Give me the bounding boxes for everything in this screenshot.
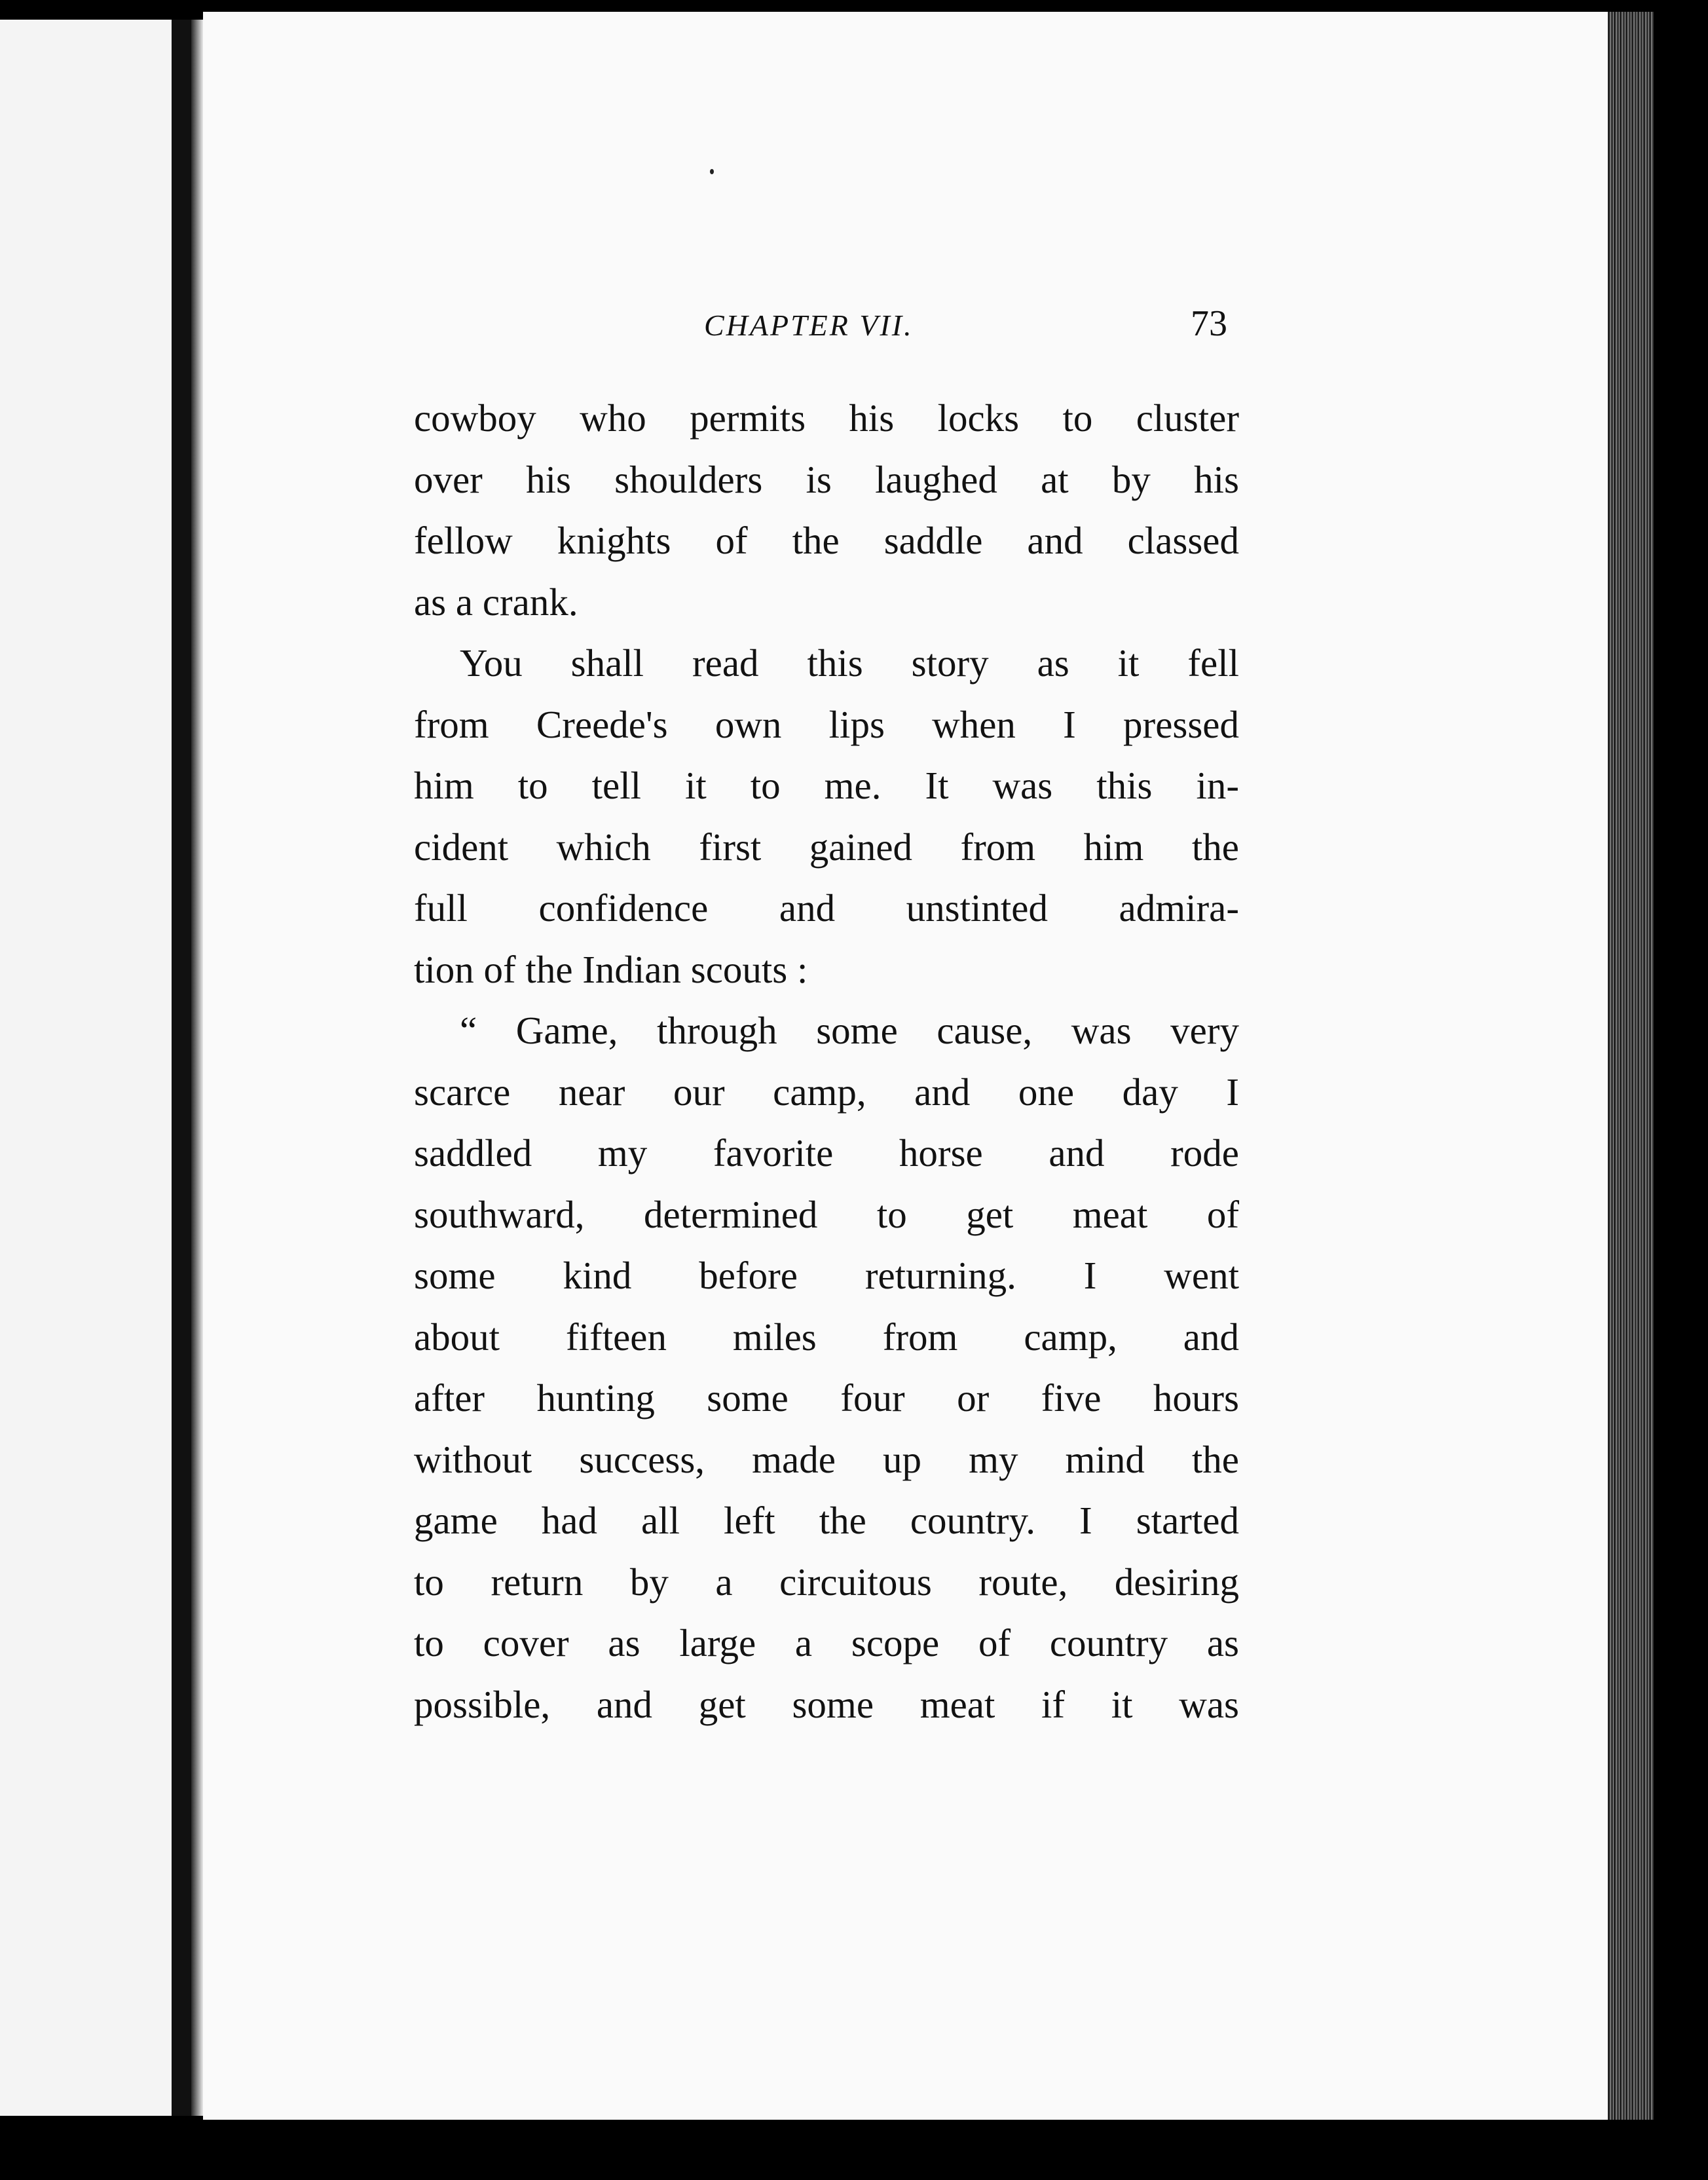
book-gutter bbox=[172, 20, 191, 2116]
paragraph-start-line: “ Game, through some cause, was very bbox=[460, 1009, 1239, 1052]
page-number: 73 bbox=[1191, 303, 1227, 344]
page-edge-stack bbox=[1608, 12, 1654, 2120]
text-line: to return by a circuitous route, desiring bbox=[414, 1560, 1239, 1604]
text-line: about fifteen miles from camp, and bbox=[414, 1315, 1239, 1359]
text-line: fellow knights of the saddle and classed bbox=[414, 519, 1239, 562]
text-line: without success, made up my mind the bbox=[414, 1437, 1239, 1481]
scan-border-bottom bbox=[0, 2120, 1708, 2180]
text-line: some kind before returning. I went bbox=[414, 1254, 1239, 1297]
text-line: game had all left the country. I started bbox=[414, 1499, 1239, 1542]
text-line: possible, and get some meat if it was bbox=[414, 1682, 1239, 1726]
text-line: him to tell it to me. It was this in- bbox=[414, 764, 1239, 807]
text-line: full confidence and unstinted admira- bbox=[414, 886, 1239, 930]
text-line: tion of the Indian scouts : bbox=[414, 947, 808, 991]
text-line: after hunting some four or five hours bbox=[414, 1376, 1239, 1419]
text-line: scarce near our camp, and one day I bbox=[414, 1070, 1239, 1114]
text-line: from Creede's own lips when I pressed bbox=[414, 702, 1239, 746]
body-text bbox=[414, 388, 1239, 1735]
facing-page-edge bbox=[0, 20, 172, 2116]
ink-speck bbox=[710, 169, 714, 174]
text-line: cowboy who permits his locks to cluster bbox=[414, 396, 1239, 440]
text-line: southward, determined to get meat of bbox=[414, 1192, 1239, 1236]
running-head: CHAPTER VII. bbox=[704, 309, 914, 342]
paragraph-start-line: You shall read this story as it fell bbox=[460, 641, 1239, 685]
text-line: as a crank. bbox=[414, 580, 578, 624]
text-line: cident which first gained from him the bbox=[414, 825, 1239, 869]
gutter-shadow bbox=[191, 20, 203, 2116]
text-line: saddled my favorite horse and rode bbox=[414, 1131, 1239, 1175]
scan-border-right bbox=[1654, 12, 1708, 2120]
text-line: to cover as large a scope of country as bbox=[414, 1621, 1239, 1664]
text-line: over his shoulders is laughed at by his bbox=[414, 457, 1239, 501]
